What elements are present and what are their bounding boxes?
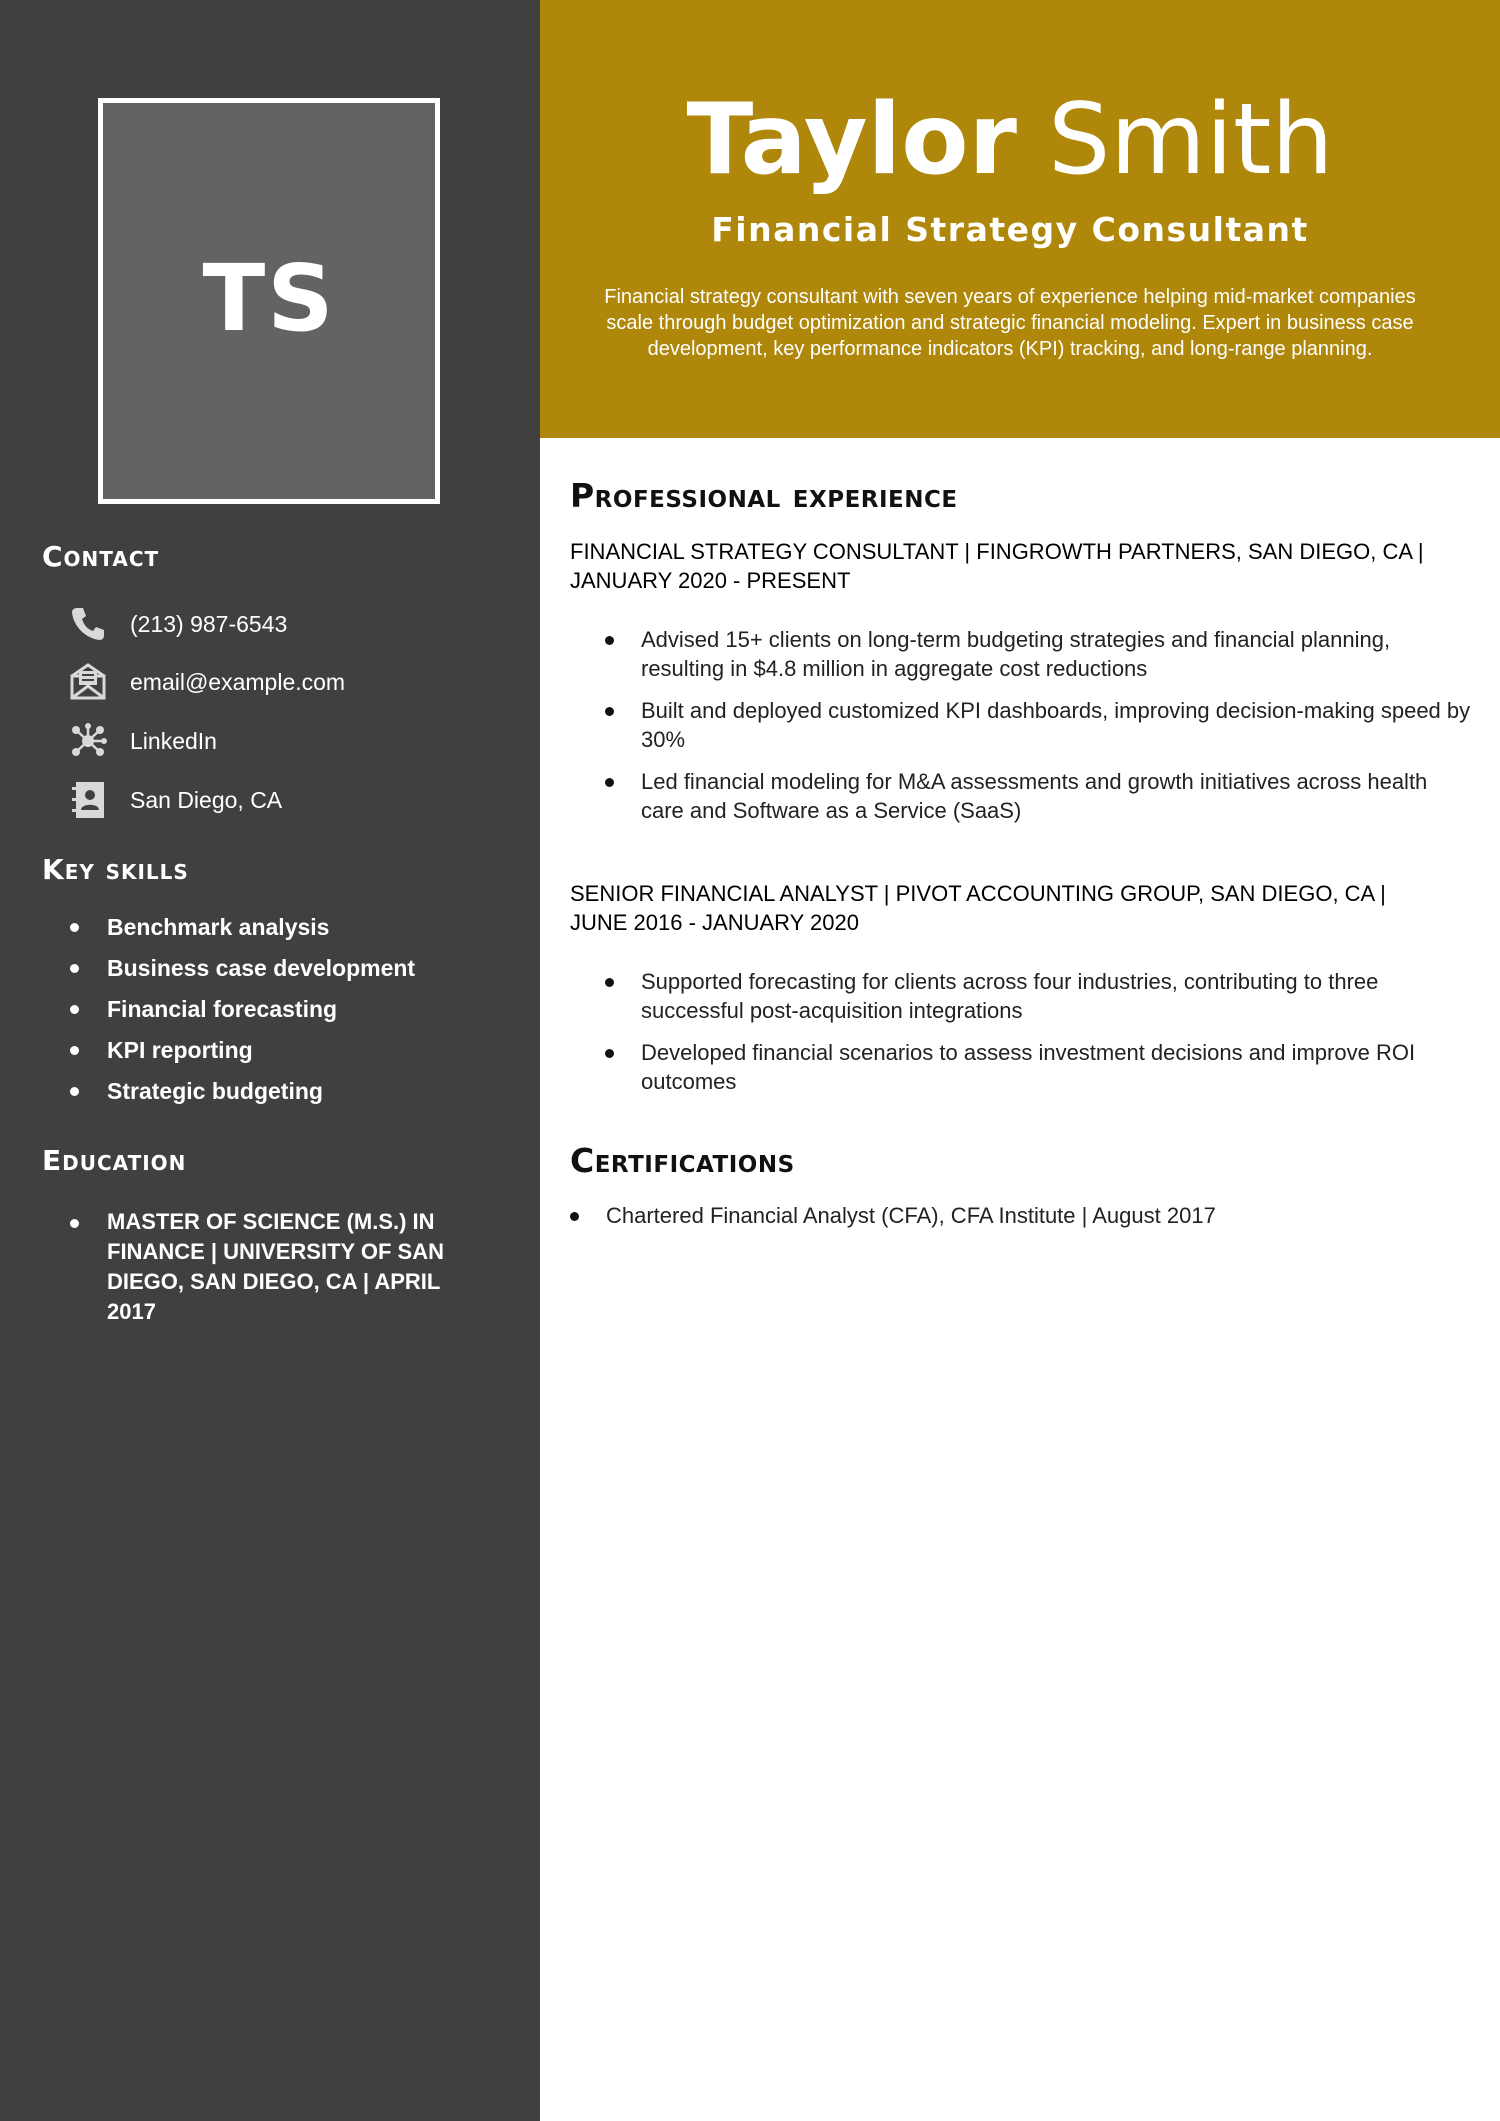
bullet	[70, 1046, 79, 1055]
contact-linkedin-text[interactable]: LinkedIn	[130, 727, 217, 754]
first-name: Taylor	[686, 83, 1017, 197]
bullet	[70, 1219, 79, 1228]
bullet-text: Advised 15+ clients on long-term budgeting strategies and financial planning, resulting in $4.8 million in aggregate cost reductions	[641, 627, 1391, 681]
summary: Financial strategy consultant with seven years of experience helping mid-market companies scale through budget optimization and strategic financial modeling. Expert in business case development, key performance indicators (KPI) tracking, and long-range planning.	[604, 286, 1416, 360]
job-1-title: FINANCIAL STRATEGY CONSULTANT | FINGROWTH PARTNERS, SAN DIEGO, CA | JANUARY 2020 - PRESENT	[570, 539, 1424, 593]
bullet	[70, 923, 79, 932]
bullet	[70, 1005, 79, 1014]
envelope-icon	[66, 660, 110, 704]
skill-text: KPI reporting	[107, 1037, 253, 1063]
skills-heading: Key skills	[42, 853, 189, 886]
contact-location-text: San Diego, CA	[130, 786, 283, 813]
bullet-text: Developed financial scenarios to assess investment decisions and improve ROI outcomes	[641, 1040, 1416, 1094]
phone-icon	[66, 602, 110, 646]
list-item	[0, 992, 540, 1033]
bullet	[605, 978, 614, 987]
education-item: MASTER OF SCIENCE (M.S.) IN FINANCE | UNIVERSITY OF SAN DIEGO, SAN DIEGO, CA | APRIL 2017	[107, 1209, 445, 1324]
skill-text: Benchmark analysis	[107, 914, 330, 940]
bullet	[570, 1212, 579, 1221]
job-2-title: SENIOR FINANCIAL ANALYST | PIVOT ACCOUNTING GROUP, SAN DIEGO, CA | JUNE 2016 - JANUARY 2020	[570, 881, 1386, 935]
skill-text: Financial forecasting	[107, 996, 338, 1022]
monogram-initials: TS	[202, 244, 336, 352]
bullet	[605, 636, 614, 645]
bullet-text: Chartered Financial Analyst (CFA), CFA Institute | August 2017	[606, 1203, 1216, 1228]
bullet	[70, 1087, 79, 1096]
bullet	[70, 964, 79, 973]
bullet	[605, 1049, 614, 1058]
bullet	[605, 707, 614, 716]
header-banner	[540, 0, 1500, 438]
list-item	[0, 1074, 540, 1115]
list-item	[0, 1033, 540, 1074]
contact-email-text[interactable]: email@example.com	[130, 668, 346, 695]
bullet-text: Led financial modeling for M&A assessments and growth initiatives across health care and Software as a Service (SaaS)	[641, 769, 1428, 823]
last-name: Smith	[1048, 83, 1334, 197]
certifications-heading: Certifications	[570, 1141, 795, 1180]
network-icon	[66, 719, 110, 763]
education-heading: Education	[42, 1144, 187, 1177]
list-item	[0, 951, 540, 992]
contact-phone-text[interactable]: (213) 987-6543	[130, 610, 288, 637]
list-item	[0, 910, 540, 951]
sidebar	[0, 0, 540, 2121]
bullet-text: Built and deployed customized KPI dashboards, improving decision-making speed by 30%	[641, 698, 1471, 752]
experience-heading: Professional experience	[570, 476, 958, 515]
skills-list	[0, 910, 540, 1115]
skill-text: Strategic budgeting	[107, 1078, 323, 1104]
monogram-box	[98, 98, 440, 504]
bullet	[605, 778, 614, 787]
contact-heading: Contact	[42, 540, 160, 573]
bullet-text: Supported forecasting for clients across four industries, contributing to three successful post-acquisition integrations	[641, 969, 1379, 1023]
skill-text: Business case development	[107, 955, 416, 981]
contact-card-icon	[66, 778, 110, 822]
full-name	[540, 80, 1480, 200]
job-title-header: Financial Strategy Consultant	[711, 210, 1309, 249]
